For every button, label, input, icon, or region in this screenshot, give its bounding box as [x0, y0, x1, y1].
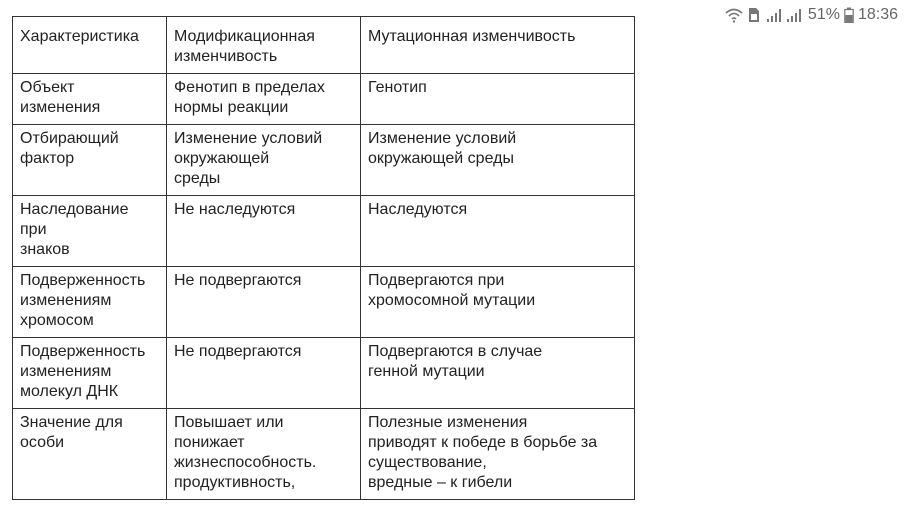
- table-cell: [361, 338, 635, 409]
- table-cell: [167, 74, 361, 125]
- signal-strength-icon: [766, 7, 804, 23]
- cell-text: Не подвергаются: [174, 343, 302, 360]
- cell-text: Повышает или понижает жизнеспособность. продуктивность,: [174, 414, 317, 491]
- header-cell: [13, 17, 167, 74]
- header-cell-text: Характеристика: [20, 28, 139, 45]
- table-cell: [13, 267, 167, 338]
- table-cell: [167, 409, 361, 500]
- comparison-table-container[interactable]: [12, 16, 634, 500]
- table-cell: [167, 267, 361, 338]
- table-row: [13, 338, 635, 409]
- cell-text: Объект изменения: [20, 79, 101, 116]
- cell-text: Подвергаются в случае генной мутации: [368, 343, 543, 380]
- table-row: [13, 125, 635, 196]
- status-bar: [724, 4, 898, 26]
- variability-comparison-table: [12, 16, 635, 500]
- table-cell: [13, 196, 167, 267]
- clock-time: 18:36: [857, 6, 898, 23]
- battery-icon: [844, 7, 854, 23]
- wifi-icon: [724, 7, 744, 23]
- cell-text: Не наследуются: [174, 201, 296, 218]
- cell-text: Изменение условий окружающей среды: [174, 130, 323, 187]
- table-cell: [13, 338, 167, 409]
- table-cell: [361, 409, 635, 500]
- table-row: [13, 196, 635, 267]
- cell-text: Наследование при знаков: [20, 201, 129, 258]
- sim-card-icon: [748, 7, 760, 23]
- battery-percent: 51%: [807, 6, 840, 23]
- header-cell-text: Модификационная изменчивость: [174, 28, 315, 65]
- cell-text: Подверженность изменениям хромосом: [20, 272, 146, 329]
- table-cell: [13, 125, 167, 196]
- table-cell: [361, 267, 635, 338]
- table-cell: [361, 125, 635, 196]
- table-cell: [167, 125, 361, 196]
- table-cell: [13, 409, 167, 500]
- cell-text: Изменение условий окружающей среды: [368, 130, 517, 167]
- cell-text: Фенотип в пределах нормы реакции: [174, 79, 325, 116]
- table-row: [13, 267, 635, 338]
- table-cell: [13, 74, 167, 125]
- table-cell: [361, 196, 635, 267]
- header-cell: [167, 17, 361, 74]
- header-cell: [361, 17, 635, 74]
- table-row: [13, 409, 635, 500]
- cell-text: Полезные изменения приводят к победе в борьбе за существование, вредные – к гибели: [368, 414, 598, 491]
- table-row: [13, 74, 635, 125]
- table-cell: [167, 338, 361, 409]
- cell-text: Не подвергаются: [174, 272, 302, 289]
- cell-text: Подверженность изменениям молекул ДНК: [20, 343, 146, 400]
- cell-text: Генотип: [368, 79, 427, 96]
- cell-text: Подвергаются при хромосомной мутации: [368, 272, 536, 309]
- table-cell: [361, 74, 635, 125]
- table-header-row: [13, 17, 635, 74]
- header-cell-text: Мутационная изменчивость: [368, 28, 576, 45]
- cell-text: Значение для особи: [20, 414, 123, 451]
- cell-text: Отбирающий фактор: [20, 130, 119, 167]
- cell-text: Наследуются: [368, 201, 468, 218]
- table-cell: [167, 196, 361, 267]
